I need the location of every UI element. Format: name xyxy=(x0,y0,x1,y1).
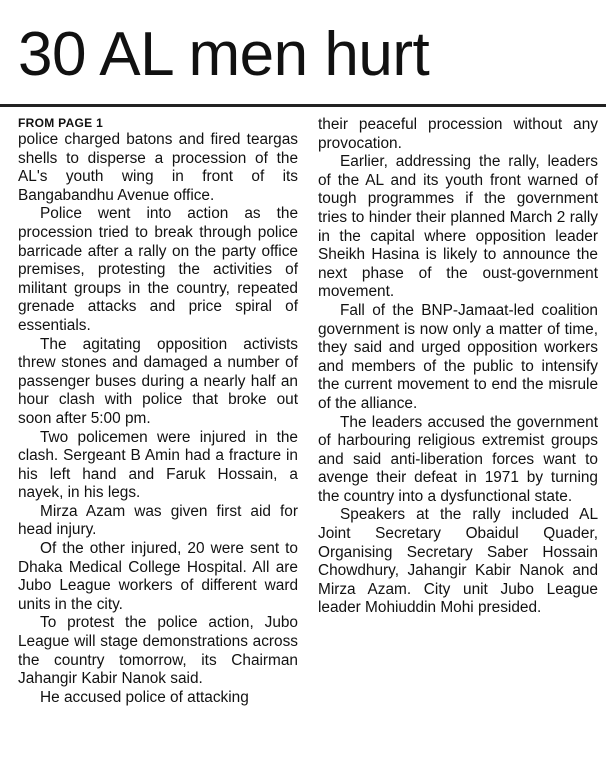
paragraph: Police went into action as the procession tried to break through police barricade after a rally on the party office premises, protesting the activities of militant groups in the country, repeated grenade attacks and price spiral of essentials. xyxy=(18,205,298,334)
paragraph: He accused police of attacking xyxy=(40,688,249,706)
continuation-kicker: FROM PAGE 1 xyxy=(18,116,104,130)
headline-rule xyxy=(0,104,606,107)
headline: 30 AL men hurt xyxy=(18,20,430,89)
paragraph: The leaders accused the government of harbouring religious extremist groups and said anti-liberation forces want to avenge their defeat in 1971 by turning the country into a dysfunctional state. xyxy=(318,413,598,505)
paragraph: Two policemen were injured in the clash. Sergeant B Amin had a fracture in his left hand and Faruk Hossain, a nayek, in his legs. xyxy=(18,428,298,502)
paragraph: To protest the police action, Jubo League will stage demonstrations across the country tomorrow, its Chairman Jahangir Kabir Nanok said. xyxy=(18,614,298,688)
paragraph: Fall of the BNP-Jamaat-led coalition government is now only a matter of time, they said and urged opposition workers and members of the public to intensify the current movement to end the misrule of the alliance. xyxy=(318,301,598,412)
paragraph: The agitating opposition activists threw stones and damaged a number of passenger buses during a nearly half an hour clash with police that broke out soon after 5:00 pm. xyxy=(18,335,298,427)
article-column-left xyxy=(18,116,298,707)
paragraph: Of the other injured, 20 were sent to Dhaka Medical College Hospital. All are Jubo League workers of different ward units in the city. xyxy=(18,540,298,613)
article-column-right xyxy=(318,116,598,618)
paragraph: Mirza Azam was given first aid for head injury. xyxy=(18,502,298,539)
paragraph: their peaceful procession without any provocation. xyxy=(318,116,598,152)
paragraph: Earlier, addressing the rally, leaders of the AL and its youth front warned of tough programmes if the government tries to hinder their planned March 2 rally in the capital where opposition leader Sheikh Hasina is likely to announce the next phase of the oust-government movement. xyxy=(318,153,598,301)
paragraph: Speakers at the rally included AL Joint Secretary Obaidul Quader, Organising Secretary Saber Hossain Chowdhury, Jahangir Kabir Nanok and Mirza Azam. City unit Jubo League leader Mohiuddin Mohi presided. xyxy=(318,506,598,617)
paragraph: police charged batons and fired teargas shells to disperse a procession of the AL's youth wing in front of its Bangabandhu Avenue office. xyxy=(18,131,298,204)
